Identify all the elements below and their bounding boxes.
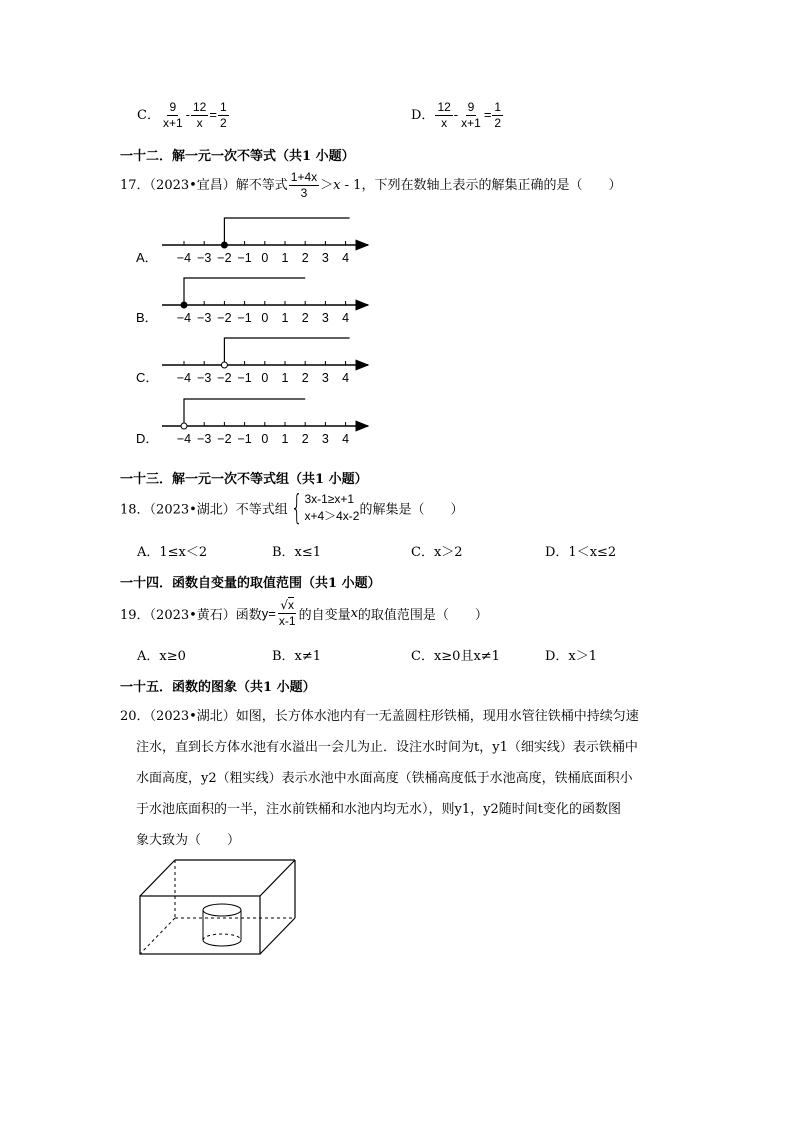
q19-option-b: B．x≠1 xyxy=(272,649,322,664)
tick-label: −2 xyxy=(217,432,232,446)
tick-label: −1 xyxy=(237,251,252,265)
q18-option-c: C．x＞2 xyxy=(411,545,463,560)
q19-option-d: D．x＞1 xyxy=(545,649,598,664)
q16-option-d: D． $\frac{12}{x}$ - $\frac{9}{x+1}$ = $\frac{1}{2}$ xyxy=(411,100,502,130)
tick-label: 2 xyxy=(301,371,309,385)
question-17-stem: 17．（2023•宜昌）解不等式 $\frac{1+4x}{3}$ ＞x - 1，下列在数轴上表示的解集正确的是（ ） xyxy=(120,170,622,200)
tick-label: 2 xyxy=(301,432,309,446)
section-heading-12: 一十二．解一元一次不等式（共1 小题） xyxy=(120,149,355,164)
tick-label: 1 xyxy=(281,251,289,265)
solution-ray xyxy=(224,218,349,245)
fraction: $\frac{12}{x}$ xyxy=(437,100,451,130)
tick-label: −4 xyxy=(176,432,192,446)
tick-label: 3 xyxy=(321,432,329,446)
open-endpoint xyxy=(221,362,227,368)
section-heading-13: 一十三．解一元一次不等式组（共1 小题） xyxy=(120,472,368,487)
tick-label: −4 xyxy=(176,311,192,325)
tick-label: 4 xyxy=(342,311,350,325)
closed-endpoint xyxy=(221,242,227,248)
section-heading-15: 一十五．函数的图象（共1 小题） xyxy=(120,680,316,695)
question-20-line-5: 象大致为（ ） xyxy=(136,833,241,848)
tick-label: −1 xyxy=(237,371,252,385)
tick-label: 3 xyxy=(321,311,329,325)
tick-label: −3 xyxy=(197,311,212,325)
sqrt-sign: √ xyxy=(280,598,289,612)
tick-label: −3 xyxy=(197,371,212,385)
tick-label: −3 xyxy=(197,432,212,446)
solution-ray xyxy=(184,399,305,426)
inequality-system: { 3x-1≥x+1 x+4＞4x-2 xyxy=(290,488,360,528)
tick-label: 4 xyxy=(342,251,350,265)
solution-ray xyxy=(224,338,349,365)
tick-label: −4 xyxy=(176,371,192,385)
fraction: $\frac{9}{x+1}$ xyxy=(461,100,481,130)
tick-label: −1 xyxy=(237,432,252,446)
tick-label: −2 xyxy=(217,371,232,385)
fraction: $\frac{1+4x}{3}$ xyxy=(290,170,318,200)
q19-option-c: C．x≥0且x≠1 xyxy=(411,649,500,664)
tick-label: 4 xyxy=(342,432,350,446)
option-label: C． xyxy=(136,370,159,385)
solution-ray xyxy=(184,278,305,305)
tick-label: −4 xyxy=(176,251,192,265)
q18-option-b: B．x≤1 xyxy=(272,545,322,560)
tick-label: 3 xyxy=(321,251,329,265)
tick-label: −2 xyxy=(217,251,232,265)
tick-label: 0 xyxy=(261,432,269,446)
q18-option-d: D．1＜x≤2 xyxy=(545,545,617,560)
fraction: $\frac{9}{x+1}$ xyxy=(162,100,183,130)
option-label: B． xyxy=(136,310,158,325)
question-20-line-2: 注水，直到长方体水池有水溢出一会儿为止．设注水时间为t，y1（细实线）表示铁桶中 xyxy=(136,740,638,755)
tick-label: 0 xyxy=(261,311,269,325)
question-20-line-1: 20．（2023•湖北）如图，长方体水池内有一无盖圆柱形铁桶，现用水管往铁桶中持续匀速 xyxy=(120,709,639,724)
tick-label: 2 xyxy=(301,311,309,325)
number-line-options xyxy=(130,205,390,460)
question-19-stem: 19．（2023•黄石）函数y= $\frac{√x}{x-1}$ 的自变量x的取值范围是（ ） xyxy=(120,598,488,628)
option-label: A． xyxy=(136,250,158,265)
tick-label: 1 xyxy=(281,432,289,446)
tick-label: −2 xyxy=(217,311,232,325)
question-20-line-4: 于水池底面积的一半，注水前铁桶和水池内均无水），则y1，y2随时间t变化的函数图 xyxy=(136,802,621,817)
tick-label: 2 xyxy=(301,251,309,265)
closed-endpoint xyxy=(181,302,187,308)
option-label: D． xyxy=(136,431,159,446)
open-endpoint xyxy=(181,423,187,429)
fraction: $\frac{1}{2}$ xyxy=(494,100,502,130)
tick-label: 0 xyxy=(261,251,269,265)
section-heading-14: 一十四．函数自变量的取值范围（共1 小题） xyxy=(120,576,381,591)
tick-label: 1 xyxy=(281,311,289,325)
question-20-line-3: 水面高度，y2（粗实线）表示水池中水面高度（铁桶高度低于水池高度，铁桶底面积小 xyxy=(136,771,633,786)
tick-label: 0 xyxy=(261,371,269,385)
fraction: $\frac{1}{2}$ xyxy=(219,100,227,130)
q18-option-a: A．1≤x＜2 xyxy=(137,545,208,560)
fraction: $\frac{√x}{x-1}$ xyxy=(278,598,296,628)
q16-option-c: C． $\frac{9}{x+1}$ - $\frac{12}{x}$ = $\frac{1}{2}$ xyxy=(137,100,227,130)
tick-label: 1 xyxy=(281,371,289,385)
tick-label: −1 xyxy=(237,311,252,325)
tick-label: 3 xyxy=(321,371,329,385)
tick-label: 4 xyxy=(342,371,350,385)
pool-with-bucket-figure xyxy=(135,858,305,958)
tick-label: −3 xyxy=(197,251,212,265)
question-18-stem: 18．（2023•湖北）不等式组 { 3x-1≥x+1 x+4＞4x-2 的解集是（ ） xyxy=(120,488,464,528)
q19-option-a: A．x≥0 xyxy=(137,649,186,664)
fraction: $\frac{12}{x}$ xyxy=(192,100,207,130)
